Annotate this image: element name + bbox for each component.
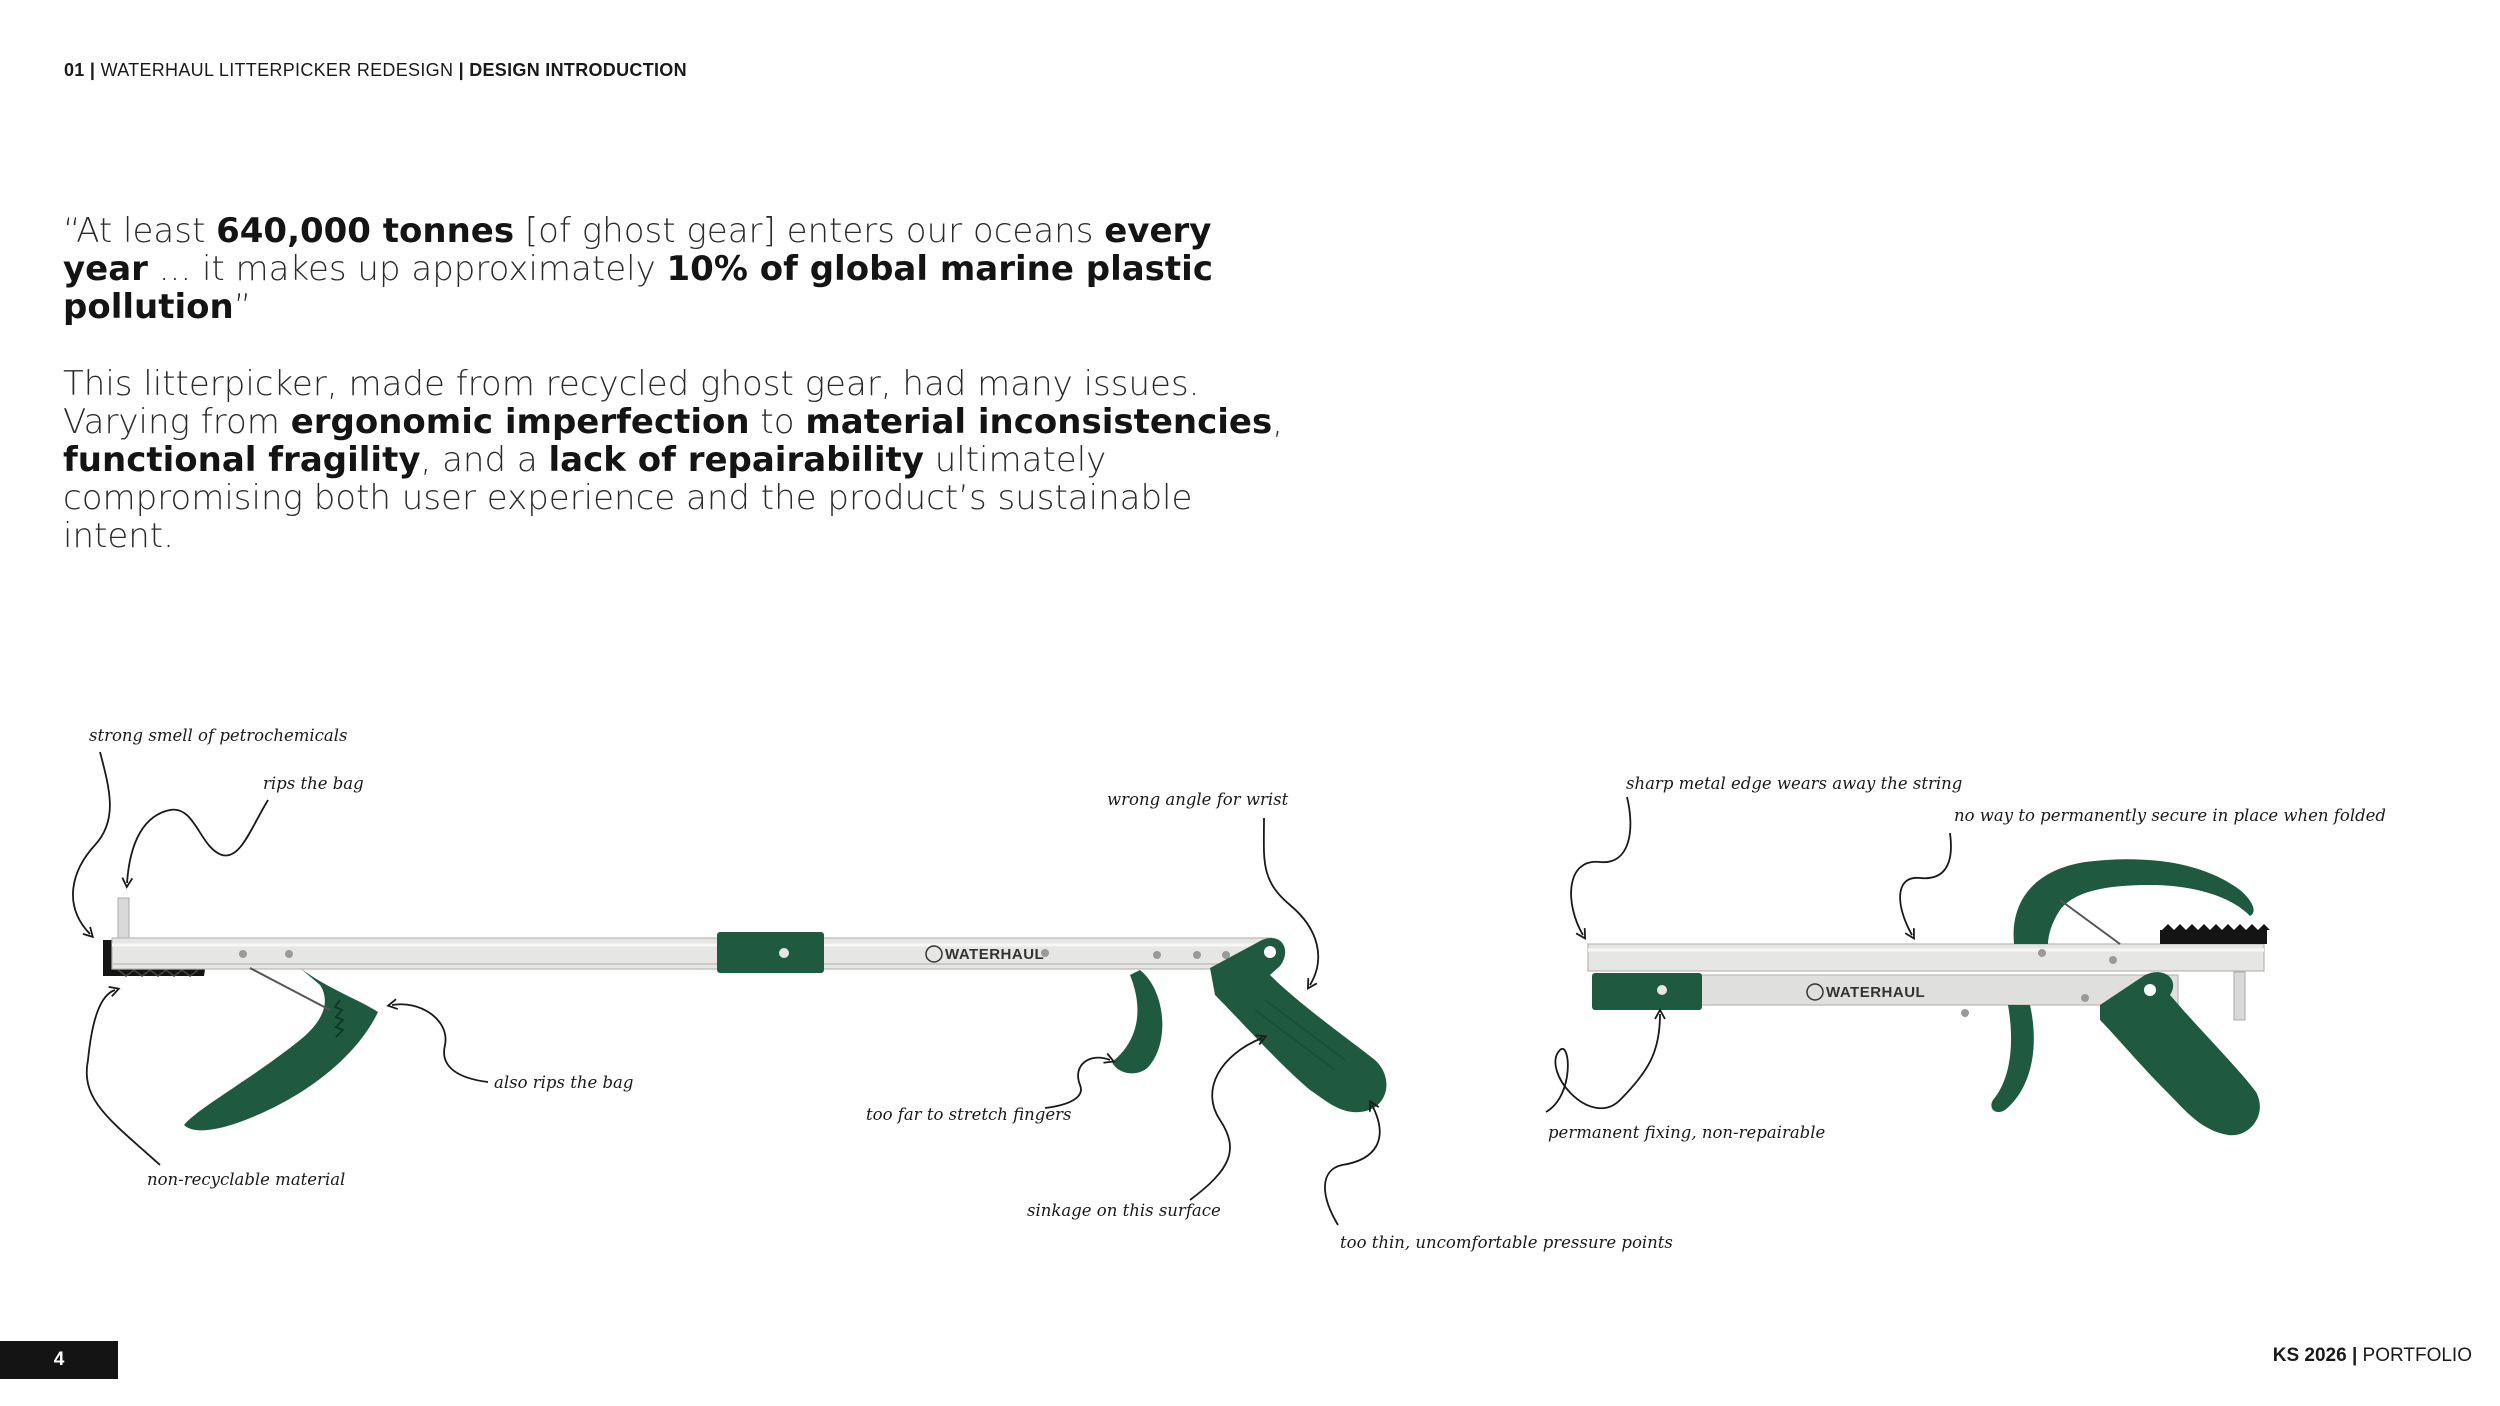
quote-text: [of ghost gear] enters our oceans	[514, 211, 1105, 251]
folded-shaft-bottom	[1700, 975, 2178, 1005]
annotation-sharp: sharp metal edge wears away the string	[1626, 774, 1963, 793]
annotation-rips: rips the bag	[263, 774, 364, 793]
intro-emphasis: material inconsistencies	[805, 402, 1273, 442]
annotation-stretch: too far to stretch fingers	[866, 1105, 1072, 1124]
annotation-secure: no way to permanently secure in place when folded	[1954, 806, 2386, 825]
arrow-secure	[1900, 833, 1951, 935]
header-number: 01 |	[64, 60, 96, 80]
folded-shaft-top	[1588, 944, 2264, 971]
quote-text: ... it makes up approximately	[147, 249, 667, 289]
quote-text: ”	[233, 287, 252, 327]
annotation-sinkage: sinkage on this surface	[1027, 1201, 1221, 1220]
header-section: | DESIGN INTRODUCTION	[458, 60, 687, 80]
annotation-smell: strong smell of petrochemicals	[89, 726, 348, 745]
intro-emphasis: lack of repairability	[548, 440, 924, 480]
intro-text: This litterpicker, made from recycled ghost gear, had many issues. Varying from	[63, 364, 1200, 442]
annotation-also-rips: also rips the bag	[494, 1073, 634, 1092]
folded-jaw-teeth	[2160, 930, 2267, 944]
header-project: WATERHAUL LITTERPICKER REDESIGN	[95, 60, 459, 80]
intro-text: ,	[1272, 402, 1284, 442]
quote-emphasis: 640,000 tonnes	[216, 211, 515, 251]
folded-jaw-post	[2234, 972, 2245, 1020]
quote-text: “At least	[63, 211, 217, 251]
arrow-also-rips	[392, 1004, 488, 1082]
annotation-non-recyclable: non-recyclable material	[147, 1170, 346, 1189]
arrow-sharp	[1571, 797, 1630, 935]
arrow-sinkage	[1190, 1038, 1262, 1200]
intro-text: ultimately compromising both user experience and the product’s sustainable intent.	[63, 440, 1193, 556]
arrow-stretch	[1045, 1058, 1110, 1108]
arrow-thin	[1325, 1105, 1380, 1225]
annotation-fixing: permanent fixing, non-repairable	[1548, 1123, 1826, 1142]
footer-separator: |	[2346, 1345, 2363, 1366]
footer-label: PORTFOLIO	[2362, 1345, 2472, 1366]
intro-text: , and a	[420, 440, 549, 480]
intro-emphasis: ergonomic imperfection	[290, 402, 750, 442]
folded-clip	[1592, 973, 1702, 1010]
green-claw	[184, 968, 378, 1130]
arrow-rips	[127, 800, 268, 883]
brand-label-folded: WATERHAUL	[1826, 984, 1926, 1001]
shaft-clip	[717, 932, 824, 973]
page-number: 4	[0, 1341, 118, 1379]
quote-emphasis: every year	[63, 211, 1212, 289]
annotation-wrist: wrong angle for wrist	[1107, 790, 1289, 809]
litterpicker-folded	[1588, 859, 2270, 1135]
litterpicker-extended	[103, 898, 1386, 1130]
quote-emphasis: 10% of global marine plastic pollution	[63, 249, 1213, 327]
footer-brand: KS 2026	[2272, 1345, 2347, 1366]
intro-emphasis: functional fragility	[63, 440, 421, 480]
brand-label: WATERHAUL	[945, 946, 1045, 963]
jaw-post	[118, 898, 129, 938]
trigger	[1112, 970, 1162, 1073]
arrow-smell	[73, 752, 110, 934]
arrow-fixing	[1546, 1014, 1660, 1112]
folded-trigger	[1991, 1005, 2033, 1112]
annotation-thin: too thin, uncomfortable pressure points	[1340, 1233, 1673, 1252]
arrow-non-recyclable	[87, 990, 160, 1165]
footer-portfolio	[2273, 1345, 2472, 1367]
intro-text: to	[749, 402, 806, 442]
